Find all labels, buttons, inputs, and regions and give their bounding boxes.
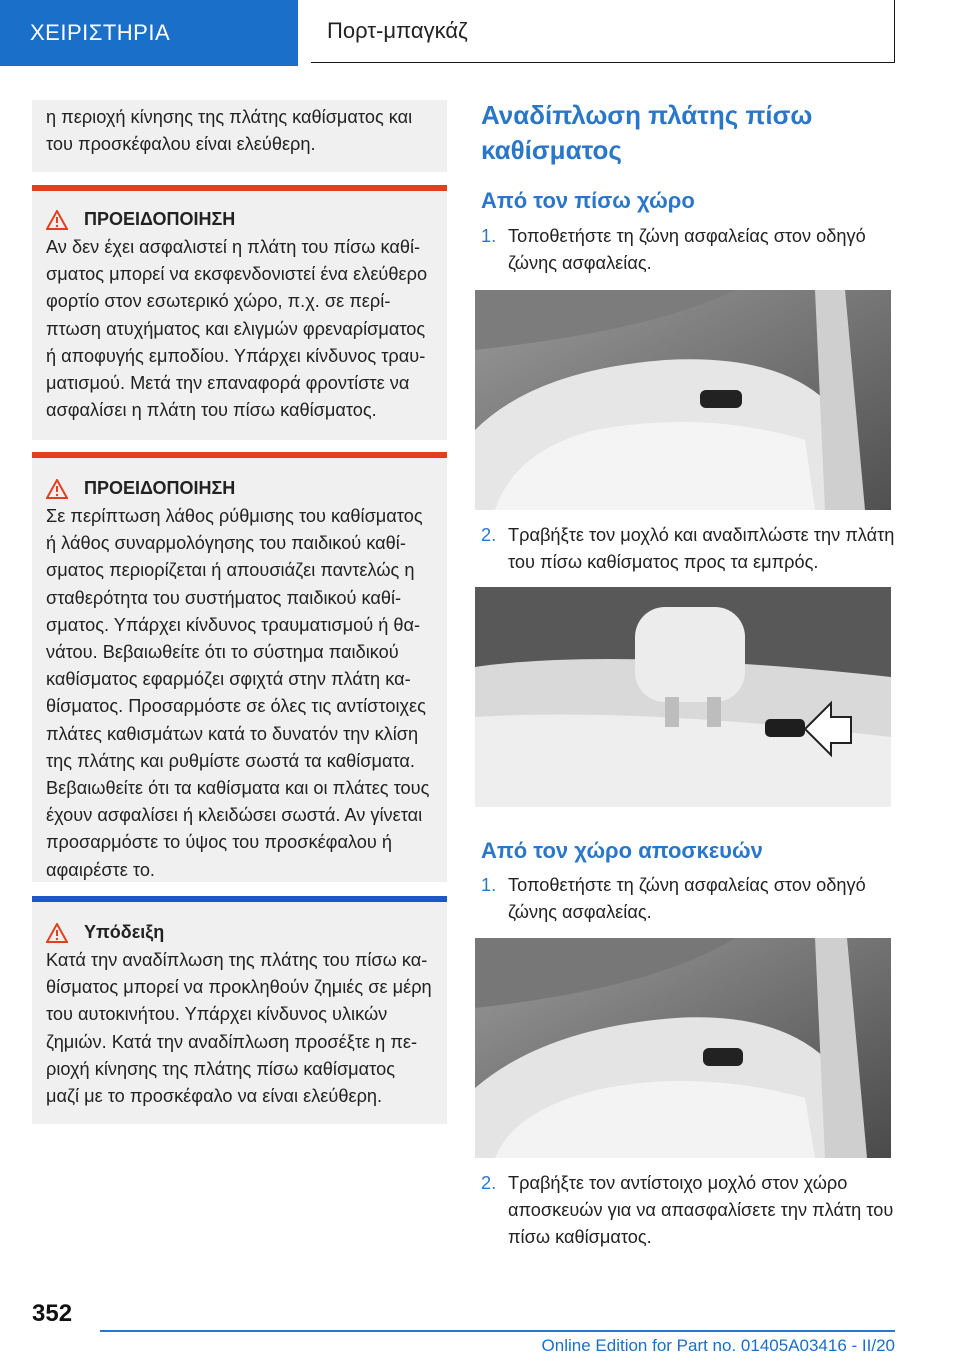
chapter-tab-label: ΧΕΙΡΙΣΤΗΡΙΑ xyxy=(30,20,171,45)
step-item xyxy=(481,1170,901,1251)
warning-text: Σε περίπτωση λάθος ρύθμισης του καθίσματος ή λάθος συναρμολόγησης του παιδικού καθίσματος περιορίζεται ή απουσιάζει παντελώς η σταθερότητα του συστήματος παιδικού καθίσματος. Υπάρχει κίνδυνος τραυματισμού ή θανάτου. Βεβαιωθείτε ότι το σύστημα παιδικού καθίσματος εφαρμόζει σφιχτά στην πλάτη καθίσματος. Προσαρμόστε σε όλες τις αντίστοιχες πλάτες καθισμάτων κατά το δυνατόν την κλίση της πλάτης και ρυθμίστε σωστά τα καθίσματα. Βεβαιωθείτε ότι τα καθίσματα και οι πλάτες τους έχουν ασφαλίσει ή κλειδώσει σωστά. Αν γίνεται προσαρμόστε το ύψος του προσκέφαλου ή αφαιρέστε το. xyxy=(46,506,430,880)
photo-luggage-seat-belt-guide xyxy=(475,938,891,1158)
step-item xyxy=(481,522,901,576)
footer-rule xyxy=(100,1330,895,1332)
warning-triangle-icon xyxy=(46,210,68,230)
warning-title: ΠΡΟΕΙΔΟΠΟΙΗΣΗ xyxy=(84,209,236,229)
section-header-label: Πορτ-μπαγκάζ xyxy=(327,18,468,43)
intro-text: η περιοχή κίνησης της πλάτης καθίσματος και του προσκέφαλου είναι ελεύθερη. xyxy=(46,107,413,155)
step-text: Τοποθετήστε τη ζώνη ασφαλείας στον οδηγό ζώνης ασφαλείας. xyxy=(508,875,866,922)
page-title: Αναδίπλωση πλάτης πίσω καθίσματος xyxy=(481,100,813,165)
warning-bar xyxy=(32,185,447,191)
warning-header xyxy=(46,478,433,499)
photo-rear-seat-belt-guide xyxy=(475,290,891,510)
edition-link[interactable]: Online Edition for Part no. 01405A03416 - II/20 xyxy=(541,1336,895,1355)
warning-box-2 xyxy=(32,452,447,882)
warning-title: ΠΡΟΕΙΔΟΠΟΙΗΣΗ xyxy=(84,478,236,498)
section-title-luggage: Από τον χώρο αποσκευών xyxy=(481,838,763,863)
notice-box xyxy=(32,896,447,1124)
step-text: Τραβήξτε τον αντίστοιχο μοχλό στον χώρο αποσκευών για να απασφαλίσετε την πλάτη του πίσω καθίσματος. xyxy=(508,1173,894,1247)
photo-rear-seat-lever xyxy=(475,587,891,807)
step-number: 1. xyxy=(481,875,497,895)
warning-triangle-icon xyxy=(46,479,68,499)
warning-bar xyxy=(32,452,447,458)
page-number: 352 xyxy=(32,1300,73,1327)
notice-header xyxy=(46,922,433,943)
step-text: Τοποθετήστε τη ζώνη ασφαλείας στον οδηγό ζώνης ασφαλείας. xyxy=(508,226,866,273)
step-number: 2. xyxy=(481,1173,497,1193)
chapter-tab[interactable] xyxy=(0,0,298,66)
notice-title: Υπόδειξη xyxy=(84,922,165,942)
notice-bar xyxy=(32,896,447,902)
section-header xyxy=(311,0,895,63)
section-title-rear: Από τον πίσω χώρο xyxy=(481,188,695,213)
step-text: Τραβήξτε τον μοχλό και αναδιπλώστε την πλάτη του πίσω καθίσματος προς τα εμπρός. xyxy=(508,525,895,572)
intro-box xyxy=(32,100,447,172)
warning-header xyxy=(46,209,433,230)
warning-text: Αν δεν έχει ασφαλιστεί η πλάτη του πίσω καθίσματος μπορεί να εκσφενδονιστεί ένα ελεύθερο φορτίο στον εσωτερικό χώρο, π.χ. σε περίπτωση ατυχήματος και ελιγμών φρεναρίσματος ή αποφυγής εμποδίου. Υπάρχει κίνδυνος τραυματισμού. Μετά την επαναφορά φροντίστε να ασφαλίσει η πλάτη του πίσω καθίσματος. xyxy=(46,237,428,421)
step-number: 2. xyxy=(481,525,497,545)
notice-text: Κατά την αναδίπλωση της πλάτης του πίσω καθίσματος μπορεί να προκληθούν ζημιές σε μέρη του αυτοκινήτου. Υπάρχει κίνδυνος υλικών ζημιών. Κατά την αναδίπλωση προσέξτε η περιοχή κίνησης της πλάτης πίσω καθίσματος μαζί με το προσκέφαλο να είναι ελεύθερη. xyxy=(46,950,432,1107)
warning-box-1 xyxy=(32,185,447,440)
step-item xyxy=(481,223,901,277)
step-number: 1. xyxy=(481,226,497,246)
step-item xyxy=(481,872,901,926)
warning-triangle-icon xyxy=(46,923,68,943)
